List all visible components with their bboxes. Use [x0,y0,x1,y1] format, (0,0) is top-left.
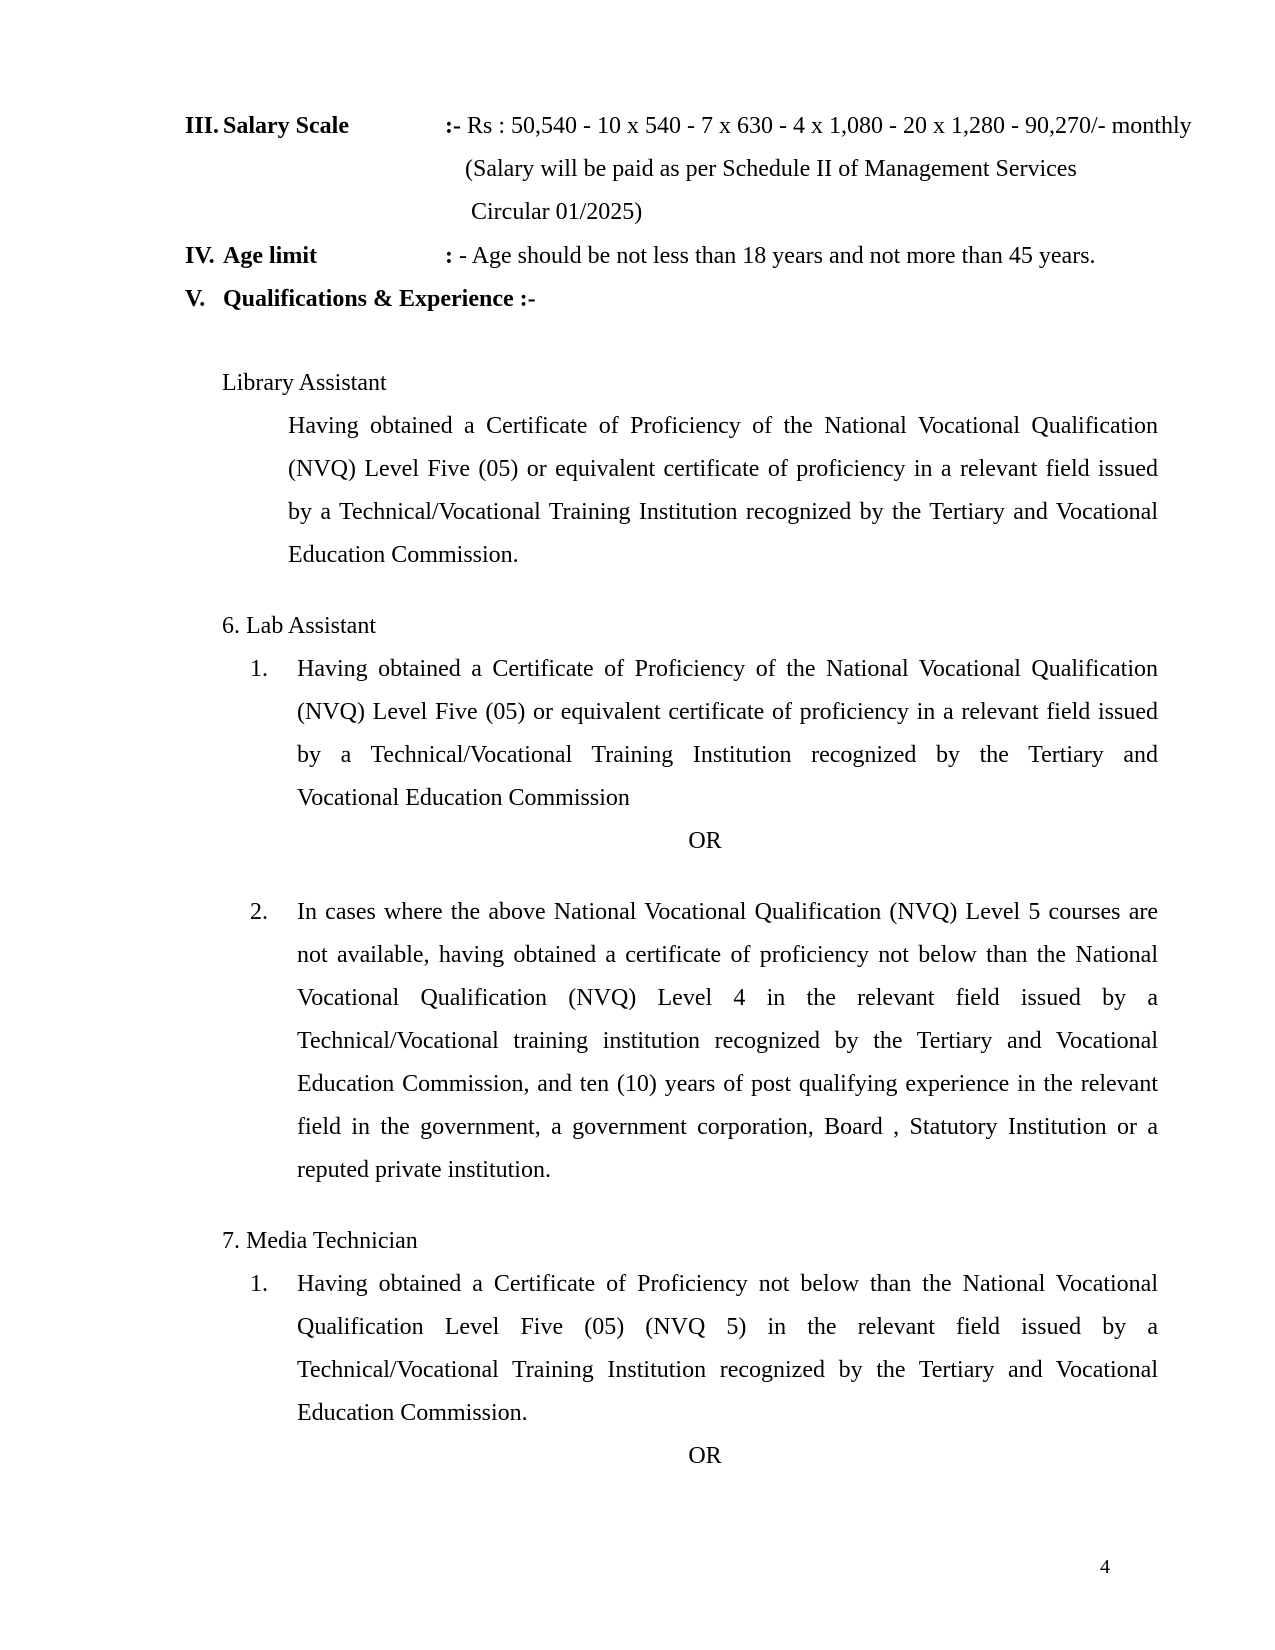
library-line-1: Having obtained a Certificate of Proficiency of the National Vocational Qualification [288,413,1158,439]
age-num: IV. [185,243,215,269]
media-item-1-number: 1. [250,1271,268,1297]
age-text: - Age should be not less than 18 years and not more than 45 years. [453,243,1096,269]
lab-or-separator: OR [688,828,722,854]
salary-separator: :- [445,113,461,139]
lab-assistant-title: 6. Lab Assistant [222,613,376,639]
library-line-4: Education Commission. [288,542,519,568]
lab-item-2-line-4: Technical/Vocational training institution recognized by the Tertiary and Vocational [297,1028,1158,1054]
lab-item-2-line-1: In cases where the above National Vocational Qualification (NVQ) Level 5 courses are [297,899,1158,925]
salary-label: Salary Scale [223,113,349,139]
lab-item-1-number: 1. [250,656,268,682]
age-value [445,242,1096,270]
media-item-1-line-3: Technical/Vocational Training Institution recognized by the Tertiary and Vocational [297,1357,1158,1383]
salary-value [445,112,1192,140]
media-or-separator: OR [688,1443,722,1469]
library-line-2: (NVQ) Level Five (05) or equivalent certificate of proficiency in a relevant field issued [288,456,1158,482]
qualifications-num: V. [185,286,206,312]
library-assistant-title: Library Assistant [222,370,387,396]
qualifications-heading: Qualifications & Experience :- [223,286,536,312]
media-item-1-line-4: Education Commission. [297,1400,528,1426]
age-label: Age limit [223,243,317,269]
salary-note-line-2: Circular 01/2025) [471,199,643,225]
lab-item-1-line-2: (NVQ) Level Five (05) or equivalent certificate of proficiency in a relevant field issued [297,699,1158,725]
lab-item-2-line-6: field in the government, a government corporation, Board , Statutory Institution or a [297,1114,1158,1140]
lab-item-2-line-7: reputed private institution. [297,1157,551,1183]
library-line-3: by a Technical/Vocational Training Institution recognized by the Tertiary and Vocational [288,499,1158,525]
lab-item-1-line-4: Vocational Education Commission [297,785,630,811]
lab-item-2-number: 2. [250,899,268,925]
salary-amount: Rs : 50,540 - 10 x 540 - 7 x 630 - 4 x 1,080 - 20 x 1,280 - 90,270/- monthly [460,113,1192,139]
media-technician-title: 7. Media Technician [222,1228,418,1254]
media-item-1-line-1: Having obtained a Certificate of Proficiency not below than the National Vocational [297,1271,1158,1297]
lab-item-1-line-1: Having obtained a Certificate of Proficiency of the National Vocational Qualification [297,656,1158,682]
salary-num: III. [185,113,220,139]
lab-item-2-line-2: not available, having obtained a certificate of proficiency not below than the National [297,942,1158,968]
lab-item-2-line-5: Education Commission, and ten (10) years of post qualifying experience in the relevant [297,1071,1158,1097]
salary-note-line-1: (Salary will be paid as per Schedule II of Management Services [465,156,1077,182]
media-item-1-line-2: Qualification Level Five (05) (NVQ 5) in the relevant field issued by a [297,1314,1158,1340]
page-number: 4 [1100,1556,1110,1578]
age-separator: : [445,243,453,269]
lab-item-1-line-3: by a Technical/Vocational Training Institution recognized by the Tertiary and [297,742,1158,768]
lab-item-2-line-3: Vocational Qualification (NVQ) Level 4 in the relevant field issued by a [297,985,1158,1011]
